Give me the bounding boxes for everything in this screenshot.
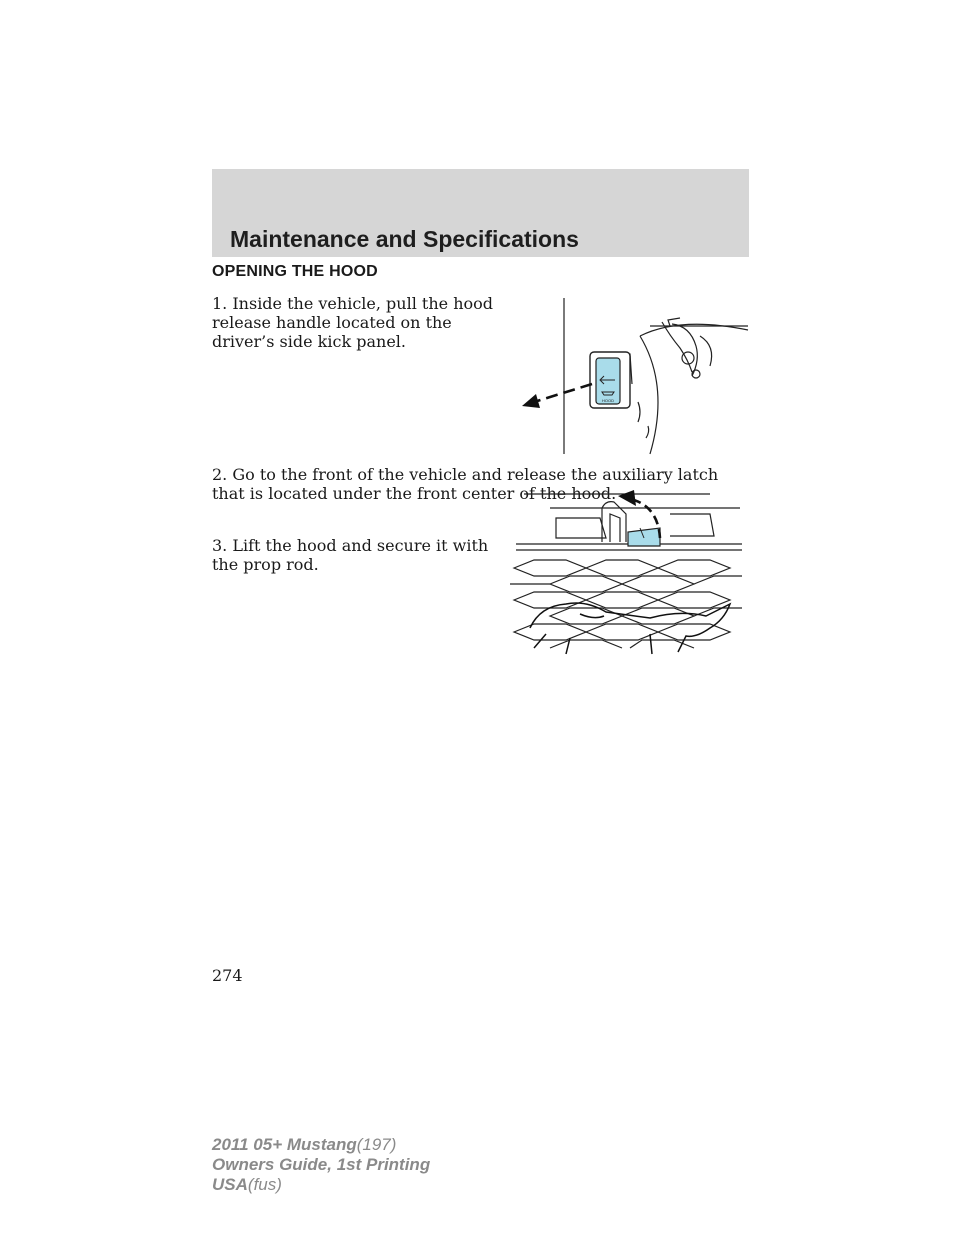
footer-line-3: USA(fus) xyxy=(212,1175,282,1194)
document-footer xyxy=(212,1135,430,1195)
auxiliary-latch-illustration xyxy=(510,488,742,656)
section-heading: OPENING THE HOOD xyxy=(212,263,378,280)
pull-direction-arrow xyxy=(534,384,592,402)
step-3-text: 3. Lift the hood and secure it with the prop rod. xyxy=(212,536,489,574)
release-arrow-head xyxy=(618,490,636,506)
pull-arrow-head xyxy=(522,394,540,408)
step-2-text: 2. Go to the front of the vehicle and release the auxiliary latch that is located under the front center of the hood. xyxy=(212,465,719,503)
release-handle-label: HOOD xyxy=(602,398,614,403)
section-header-band xyxy=(212,169,749,257)
step-1-text: 1. Inside the vehicle, pull the hood release handle located on the driver’s side kick panel. xyxy=(212,294,494,351)
hood-release-handle-illustration xyxy=(520,296,750,458)
footer-line-1: 2011 05+ Mustang(197) xyxy=(212,1135,397,1154)
page-title: Maintenance and Specifications xyxy=(230,226,579,252)
footer-line-2: Owners Guide, 1st Printing xyxy=(212,1155,431,1174)
page-number: 274 xyxy=(212,966,243,985)
